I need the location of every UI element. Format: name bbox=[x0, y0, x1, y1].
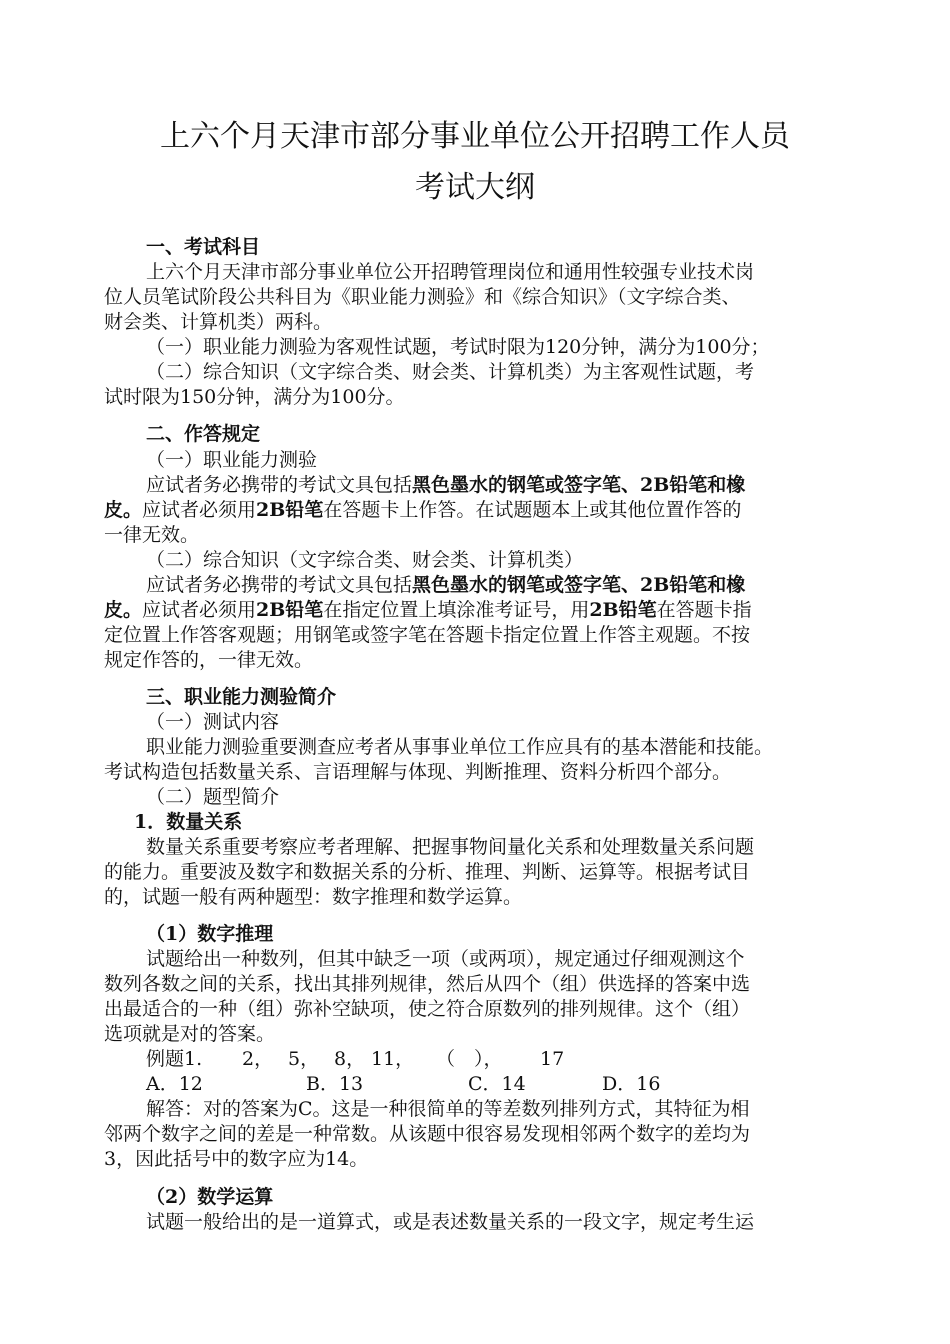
q1-p-line3: 出最适合的一种（组）弥补空缺项，使之符合原数列的排列规律。这个（组） bbox=[104, 998, 751, 1020]
section2-b-line2-bold3: 2B铅笔 bbox=[589, 599, 657, 621]
section2-a-line2-text2: 在答题卡上作答。在试题题本上或其他位置作答的 bbox=[323, 499, 742, 521]
section3-heading: 三、职业能力测验简介 bbox=[146, 686, 337, 708]
q2-heading: （2）数学运算 bbox=[146, 1186, 274, 1208]
document-title-line2: 考试大纲 bbox=[415, 170, 535, 205]
section2-sub1: （一）职业能力测验 bbox=[146, 449, 318, 471]
section2-b-line2 bbox=[104, 598, 752, 622]
section2-a-line1-bold: 黑色墨水的钢笔或签字笔、2B铅笔和橡 bbox=[412, 474, 746, 496]
q1-p-line1: 试题给出一种数列，但其中缺乏一项（或两项），规定通过仔细观测这个 bbox=[146, 948, 745, 970]
section2-a-line2-text: 应试者必须用 bbox=[142, 499, 257, 521]
q1-p-line4: 选项就是对的答案。 bbox=[104, 1023, 276, 1045]
example-option: B．13 bbox=[306, 1073, 364, 1095]
section2-a-line2-bold: 皮。 bbox=[104, 499, 143, 521]
q2-p-line1: 试题一般给出的是一道算式，或是表述数量关系的一段文字，规定考生运 bbox=[146, 1211, 755, 1233]
section1-p2: （一）职业能力测验为客观性试题，考试时限为120分钟，满分为100分； bbox=[146, 336, 770, 358]
section3-p1-line2: 考试构造包括数量关系、言语理解与体现、判断推理、资料分析四个部分。 bbox=[104, 761, 732, 783]
example-option: A．12 bbox=[146, 1073, 203, 1095]
example-answer-line2: 邻两个数字之间的差是一种常数。从该题中很容易发现相邻两个数字的差均为 bbox=[104, 1123, 751, 1145]
section2-a-line1 bbox=[146, 473, 745, 497]
part1-heading: 1．数量关系 bbox=[134, 811, 243, 833]
example-seq-item: 11， bbox=[371, 1048, 415, 1070]
section3-sub1: （一）测试内容 bbox=[146, 711, 280, 733]
section3-p1-line1: 职业能力测验重要测查应考者从事事业单位工作应具有的基本潜能和技能。 bbox=[146, 736, 774, 758]
section2-b-line2-bold2: 2B铅笔 bbox=[256, 599, 324, 621]
section2-b-line1-bold: 黑色墨水的钢笔或签字笔、2B铅笔和橡 bbox=[412, 574, 746, 596]
part1-p-line2: 的能力。重要波及数字和数据关系的分析、推理、判断、运算等。根据考试目 bbox=[104, 861, 751, 883]
section2-b-line3: 定位置上作答客观题；用钢笔或签字笔在答题卡指定位置上作答主观题。不按 bbox=[104, 624, 751, 646]
example-answer-line3: 3，因此括号中的数字应为14。 bbox=[104, 1148, 369, 1170]
section2-b-line4: 规定作答的，一律无效。 bbox=[104, 649, 314, 671]
example-seq-item: （ ）， bbox=[436, 1048, 503, 1070]
section2-a-line2 bbox=[104, 498, 741, 522]
example-seq-item: 8， bbox=[334, 1048, 366, 1070]
section3-sub2: （二）题型简介 bbox=[146, 786, 280, 808]
part1-p-line1: 数量关系重要考察应考者理解、把握事物间量化关系和处理数量关系问题 bbox=[146, 836, 755, 858]
q1-heading: （1）数字推理 bbox=[146, 923, 274, 945]
q1-p-line2: 数列各数之间的关系，找出其排列规律，然后从四个（组）供选择的答案中选 bbox=[104, 973, 751, 995]
section1-p3-line2: 试时限为150分钟，满分为100分。 bbox=[104, 386, 405, 408]
example-option: C．14 bbox=[468, 1073, 526, 1095]
part1-p-line3: 的，试题一般有两种题型：数字推理和数学运算。 bbox=[104, 886, 523, 908]
section1-p1-line1: 上六个月天津市部分事业单位公开招聘管理岗位和通用性较强专业技术岗 bbox=[146, 261, 755, 283]
section2-b-line2-text: 应试者必须用 bbox=[142, 599, 257, 621]
section2-b-line2-text3: 在答题卡指 bbox=[656, 599, 752, 621]
section2-a-line2-bold2: 2B铅笔 bbox=[256, 499, 324, 521]
section1-heading: 一、考试科目 bbox=[146, 236, 261, 258]
section2-b-line1 bbox=[146, 573, 745, 597]
example-answer-line1: 解答：对的答案为C。这是一种很简单的等差数列排列方式，其特征为相 bbox=[146, 1098, 750, 1120]
example-seq-item: 2， bbox=[242, 1048, 274, 1070]
section2-b-line2-bold: 皮。 bbox=[104, 599, 143, 621]
section2-a-line3: 一律无效。 bbox=[104, 524, 200, 546]
example-option: D．16 bbox=[602, 1073, 661, 1095]
example-seq-item: 5， bbox=[288, 1048, 320, 1070]
example-seq-item: 17 bbox=[540, 1048, 565, 1070]
document-title-line1: 上六个月天津市部分事业单位公开招聘工作人员 bbox=[160, 119, 790, 154]
section2-b-line1-text: 应试者务必携带的考试文具包括 bbox=[146, 574, 413, 596]
section1-p3-line1: （二）综合知识（文字综合类、财会类、计算机类）为主客观性试题，考 bbox=[146, 361, 755, 383]
example-label: 例题1. bbox=[146, 1048, 203, 1070]
section2-b-line2-text2: 在指定位置上填涂准考证号，用 bbox=[323, 599, 590, 621]
section2-sub2: （二）综合知识（文字综合类、财会类、计算机类） bbox=[146, 549, 584, 571]
section1-p1-line2: 位人员笔试阶段公共科目为《职业能力测验》和《综合知识》（文字综合类、 bbox=[104, 286, 741, 308]
section2-a-line1-text: 应试者务必携带的考试文具包括 bbox=[146, 474, 413, 496]
section1-p1-line3: 财会类、计算机类）两科。 bbox=[104, 311, 333, 333]
section2-heading: 二、作答规定 bbox=[146, 423, 261, 445]
